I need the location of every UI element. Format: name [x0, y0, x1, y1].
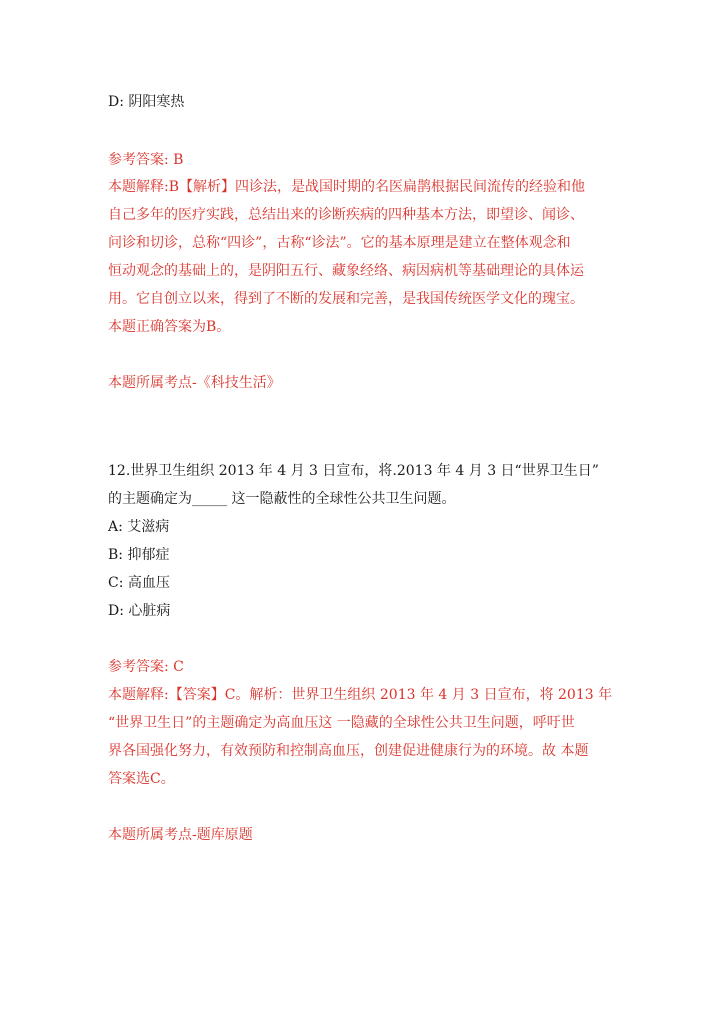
q12-answer: 参考答案: C: [108, 659, 184, 675]
q12-topic: 本题所属考点-题库原题: [108, 827, 253, 843]
q12-option-c: C: 高血压: [108, 575, 170, 591]
q12-option-d: D: 心脏病: [108, 603, 171, 619]
q11-option-d: D: 阴阳寒热: [108, 94, 185, 110]
q12-explanation-line: 本题解释:【答案】C。解析：世界卫生组织 2013 年 4 月 3 日宣布，将 2013 年: [108, 687, 613, 703]
q12-stem-line: 的主题确定为_____ 这一隐蔽性的全球性公共卫生问题。: [108, 491, 456, 507]
q11-topic: 本题所属考点-《科技生活》: [108, 375, 281, 391]
q11-explanation-line: 本题正确答案为B。: [108, 319, 231, 335]
q12-stem-line: 12.世界卫生组织 2013 年 4 月 3 日宣布，将.2013 年 4 月 3 日“世界卫生日”: [108, 463, 599, 479]
q11-answer: 参考答案: B: [108, 152, 184, 168]
q11-explanation-line: 用。它自创立以来，得到了不断的发展和完善，是我国传统医学文化的瑰宝。: [108, 291, 584, 307]
q12-explanation-line: 界各国强化努力，有效预防和控制高血压，创建促进健康行为的环境。故 本题: [108, 743, 589, 759]
q12-option-b: B: 抑郁症: [108, 547, 170, 563]
q12-explanation-line: 答案选C。: [108, 771, 175, 787]
q11-explanation-line: 本题解释:B【解析】四诊法，是战国时期的名医扁鹊根据民间流传的经验和他: [108, 179, 586, 195]
q11-explanation-line: 恒动观念的基础上的，是阴阳五行、藏象经络、病因病机等基础理论的具体运: [108, 263, 584, 279]
q12-option-a: A: 艾滋病: [108, 519, 170, 535]
q12-explanation-line: “世界卫生日”的主题确定为高血压这 一隐藏的全球性公共卫生问题，呼吁世: [108, 715, 575, 731]
q11-explanation-line: 自己多年的医疗实践，总结出来的诊断疾病的四种基本方法，即望诊、闻诊、: [108, 207, 584, 223]
q11-explanation-line: 问诊和切诊，总称“四诊”，古称“诊法”。它的基本原理是建立在整体观念和: [108, 235, 571, 251]
